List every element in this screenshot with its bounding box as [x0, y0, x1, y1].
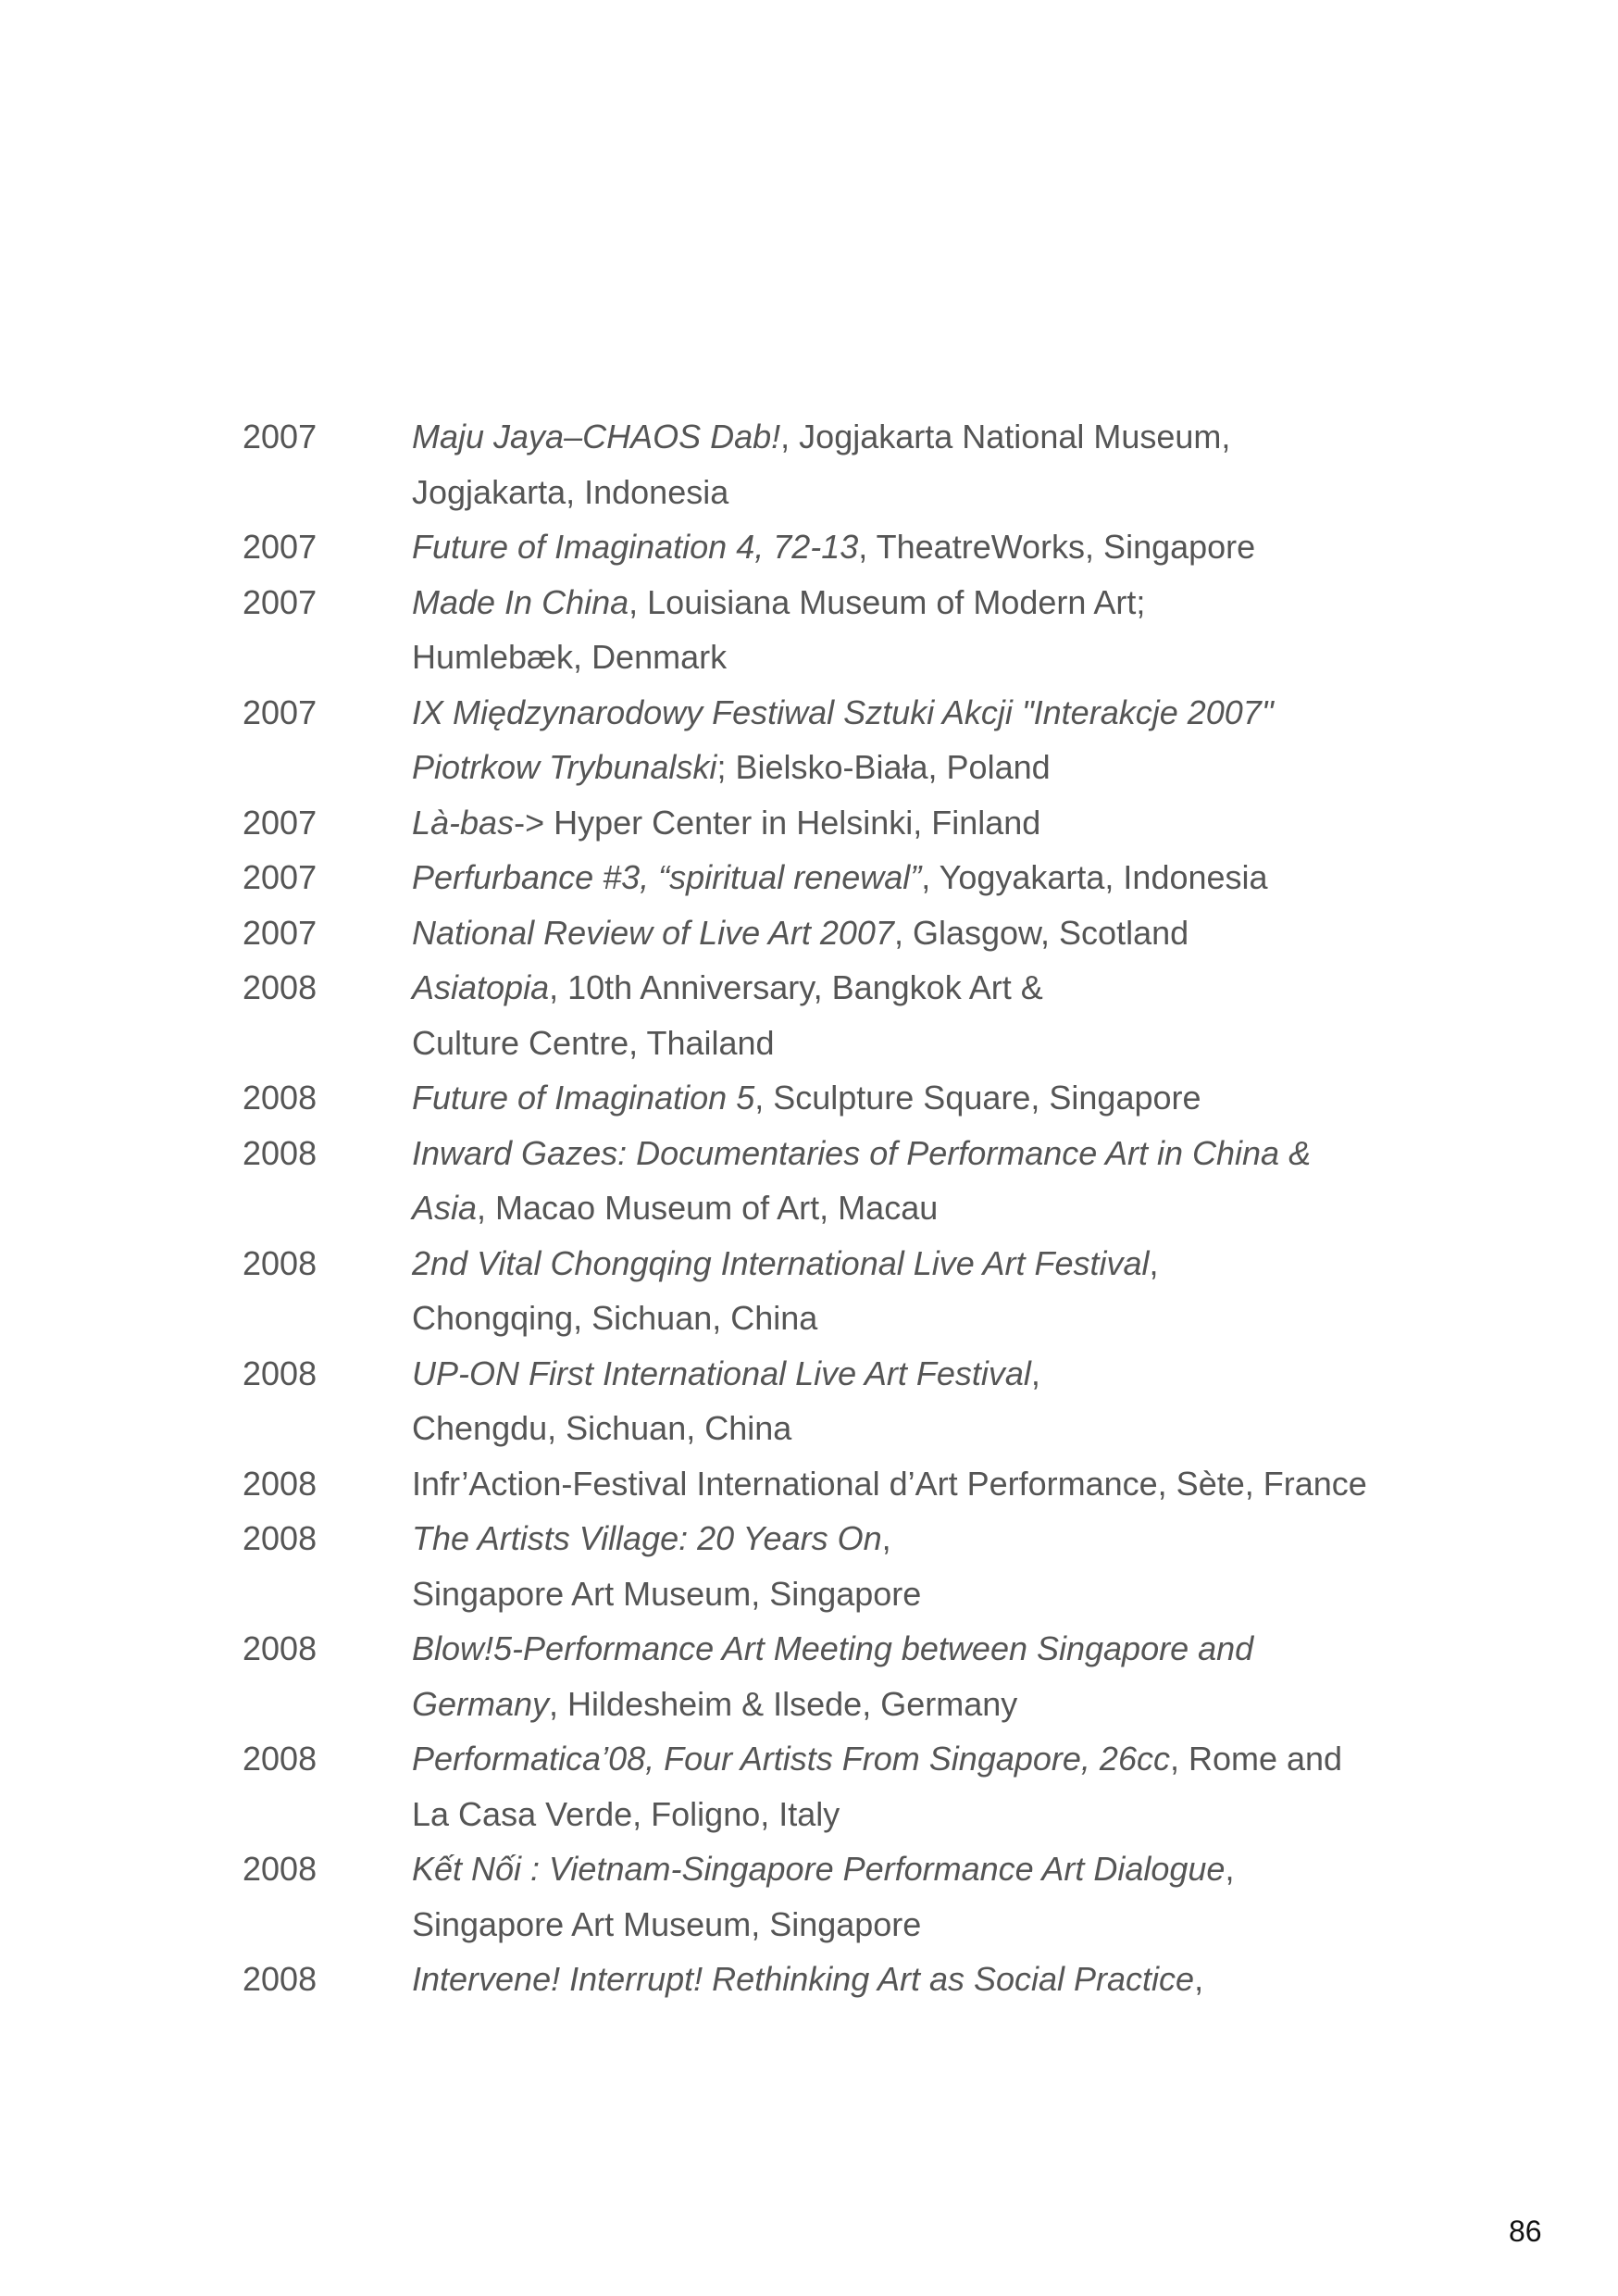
exhibition-entry	[0, 1621, 1618, 1731]
entry-title-text: The Artists Village: 20 Years On	[412, 1519, 882, 1557]
entry-title-text: Germany	[412, 1684, 550, 1723]
entry-line	[412, 409, 1412, 465]
entry-line	[412, 1236, 1412, 1292]
exhibition-entry	[0, 795, 1618, 851]
entry-title-text: Asiatopia	[412, 968, 550, 1006]
entry-title-text: Maju Jaya–CHAOS Dab!	[412, 418, 781, 455]
entry-year: 2007	[243, 418, 317, 455]
entry-description	[412, 1126, 1412, 1236]
exhibition-entry	[0, 960, 1618, 1070]
entry-year: 2007	[243, 858, 317, 896]
entry-description	[412, 685, 1412, 795]
entry-year: 2008	[243, 1629, 317, 1667]
entry-line	[412, 1291, 1412, 1346]
entry-description	[412, 1621, 1412, 1731]
entry-title-text: Perfurbance #3, “spiritual renewal”	[412, 858, 922, 896]
entry-description	[412, 905, 1412, 961]
entry-description	[412, 409, 1412, 519]
exhibition-entry	[0, 1952, 1618, 2007]
entry-title-text: Made In China	[412, 582, 629, 621]
entry-line	[412, 740, 1412, 795]
exhibition-entry	[0, 1070, 1618, 1126]
entry-line	[412, 1841, 1412, 1897]
entry-line	[412, 1566, 1412, 1622]
entry-title-text: National Review of Live Art 2007	[412, 913, 894, 952]
entry-title-text: Là-bas	[412, 803, 515, 842]
entry-detail-text: ,	[1225, 1850, 1235, 1888]
entry-line	[412, 960, 1412, 1016]
entry-line	[412, 1787, 1412, 1842]
entry-description	[412, 960, 1412, 1070]
entry-detail-text: , 10th Anniversary, Bangkok Art &	[549, 968, 1043, 1006]
entry-year: 2008	[243, 1960, 317, 1998]
entry-line	[412, 1621, 1412, 1677]
entry-line	[412, 1401, 1412, 1456]
entry-line	[412, 1016, 1412, 1071]
entry-detail-text: , Louisiana Museum of Modern Art;	[629, 582, 1146, 621]
entry-line	[412, 905, 1412, 961]
entry-description	[412, 519, 1412, 575]
entry-description	[412, 1731, 1412, 1841]
entry-line	[412, 850, 1412, 905]
entry-line	[412, 1346, 1412, 1402]
exhibition-entry	[0, 850, 1618, 905]
entry-description	[412, 1952, 1412, 2007]
entry-line	[412, 519, 1412, 575]
entry-year: 2008	[243, 1079, 317, 1117]
entry-line	[412, 1952, 1412, 2007]
entry-detail-text: Culture Centre, Thailand	[412, 1023, 775, 1062]
entry-year: 2007	[243, 582, 317, 621]
exhibition-entry	[0, 519, 1618, 575]
entry-line	[412, 795, 1412, 851]
exhibition-entry	[0, 1511, 1618, 1621]
entry-line	[412, 1511, 1412, 1566]
entry-year: 2007	[243, 913, 317, 952]
entry-detail-text: Chengdu, Sichuan, China	[412, 1409, 792, 1447]
entry-detail-text: ; Bielsko-Biała, Poland	[716, 748, 1051, 786]
page-number: 86	[1509, 2215, 1542, 2248]
entry-year: 2008	[243, 1740, 317, 1778]
entry-title-text: Piotrkow Trybunalski	[412, 748, 717, 786]
entry-detail-text: , Hildesheim & Ilsede, Germany	[549, 1684, 1018, 1723]
entry-description	[412, 1511, 1412, 1621]
entry-year: 2008	[243, 1354, 317, 1392]
entry-title-text: Future of Imagination 5	[412, 1079, 755, 1117]
entry-title-text: UP-ON First International Live Art Festival	[412, 1354, 1031, 1392]
entry-detail-text: ,	[1149, 1243, 1159, 1282]
entry-line	[412, 1677, 1412, 1732]
exhibition-entry	[0, 1346, 1618, 1456]
entry-year: 2007	[243, 803, 317, 842]
entry-description	[412, 1456, 1412, 1512]
entry-description	[412, 575, 1412, 685]
entry-detail-text: -> Hyper Center in Helsinki, Finland	[514, 803, 1041, 842]
entry-year: 2008	[243, 968, 317, 1006]
entry-title-text: IX Międzynarodowy Festiwal Sztuki Akcji "Interakcje 2007"	[412, 693, 1274, 731]
entry-year: 2008	[243, 1519, 317, 1557]
entry-title-text: 2nd Vital Chongqing International Live Art Festival	[412, 1243, 1150, 1282]
entry-title-text: Inward Gazes: Documentaries of Performance Art in China &	[412, 1133, 1312, 1172]
entry-line	[412, 1897, 1412, 1953]
entry-detail-text: Humlebæk, Denmark	[412, 638, 728, 676]
entry-detail-text: , TheatreWorks, Singapore	[858, 528, 1256, 566]
entry-title-text: Performatica’08, Four Artists From Singapore, 26cc	[412, 1740, 1170, 1778]
exhibition-entry	[0, 1126, 1618, 1236]
exhibition-entry	[0, 1236, 1618, 1346]
entry-detail-text: , Yogyakarta, Indonesia	[921, 858, 1268, 896]
entry-year: 2008	[243, 1850, 317, 1888]
entry-line	[412, 465, 1412, 520]
entry-title-text: Intervene! Interrupt! Rethinking Art as Social Practice	[412, 1960, 1195, 1998]
entry-title-text: Future of Imagination 4, 72-13	[412, 528, 859, 566]
exhibition-entry	[0, 575, 1618, 685]
entry-title-text: Blow!5-Performance Art Meeting between Singapore and	[412, 1629, 1254, 1667]
exhibition-entry	[0, 409, 1618, 519]
entry-description	[412, 1841, 1412, 1952]
entry-line	[412, 1180, 1412, 1236]
entry-year: 2008	[243, 1133, 317, 1172]
entry-line	[412, 1070, 1412, 1126]
entry-title-text: Kết Nối : Vietnam-Singapore Performance Art Dialogue	[412, 1850, 1226, 1888]
entry-description	[412, 1236, 1412, 1346]
entry-detail-text: , Sculpture Square, Singapore	[754, 1079, 1201, 1117]
entry-detail-text: ,	[881, 1519, 891, 1557]
entry-detail-text: Infr’Action-Festival International d’Art Performance, Sète, France	[412, 1464, 1367, 1503]
entry-line	[412, 1126, 1412, 1181]
entry-year: 2008	[243, 1464, 317, 1503]
entry-detail-text: , Rome and	[1169, 1740, 1343, 1778]
entry-description	[412, 1070, 1412, 1126]
entry-detail-text: , Glasgow, Scotland	[893, 913, 1189, 952]
exhibition-entry	[0, 1456, 1618, 1512]
entry-description	[412, 795, 1412, 851]
entry-detail-text: Singapore Art Museum, Singapore	[412, 1904, 922, 1943]
entry-line	[412, 1731, 1412, 1787]
exhibition-entry	[0, 905, 1618, 961]
entry-detail-text: ,	[1030, 1354, 1040, 1392]
exhibition-entry	[0, 685, 1618, 795]
entry-line	[412, 1456, 1412, 1512]
entry-year: 2007	[243, 693, 317, 731]
entry-line	[412, 685, 1412, 741]
entry-detail-text: , Jogjakarta National Museum,	[780, 418, 1231, 455]
entry-detail-text: Singapore Art Museum, Singapore	[412, 1574, 922, 1613]
entry-line	[412, 630, 1412, 685]
entry-detail-text: ,	[1194, 1960, 1204, 1998]
entry-description	[412, 1346, 1412, 1456]
entry-year: 2007	[243, 528, 317, 566]
exhibition-list	[0, 409, 1618, 2007]
entry-description	[412, 850, 1412, 905]
entry-title-text: Asia	[412, 1189, 478, 1227]
entry-detail-text: Chongqing, Sichuan, China	[412, 1299, 818, 1337]
entry-detail-text: Jogjakarta, Indonesia	[412, 472, 729, 511]
entry-detail-text: , Macao Museum of Art, Macau	[477, 1189, 939, 1227]
entry-year: 2008	[243, 1243, 317, 1282]
exhibition-entry	[0, 1731, 1618, 1841]
entry-detail-text: La Casa Verde, Foligno, Italy	[412, 1794, 840, 1833]
exhibition-entry	[0, 1841, 1618, 1952]
entry-line	[412, 575, 1412, 630]
